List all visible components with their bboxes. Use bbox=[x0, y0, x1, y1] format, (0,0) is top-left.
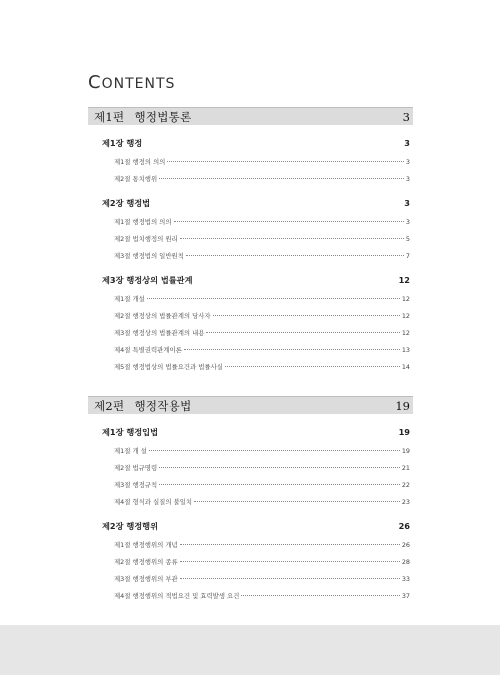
chapter-page: 12 bbox=[398, 275, 410, 285]
leader-dots bbox=[180, 544, 400, 545]
section-title: 제4절 특별권력관계이론 bbox=[114, 346, 182, 354]
section-page: 12 bbox=[401, 312, 410, 320]
part-1-title: 행정법통론 bbox=[134, 109, 192, 124]
section-title: 제2절 법치행정의 원리 bbox=[114, 235, 178, 243]
leader-dots bbox=[241, 595, 400, 596]
section-2-2-4[interactable] bbox=[114, 591, 413, 600]
section-1-2-2[interactable] bbox=[114, 234, 413, 243]
chapter-title: 제2장 행정법 bbox=[102, 198, 151, 208]
section-page: 14 bbox=[401, 363, 410, 371]
contents-heading-rest: ONTENTS bbox=[101, 76, 176, 92]
section-page: 26 bbox=[401, 541, 410, 549]
section-page: 3 bbox=[405, 175, 410, 183]
part-1-bar[interactable] bbox=[88, 107, 413, 125]
section-2-1-4[interactable] bbox=[114, 497, 413, 506]
leader-dots bbox=[213, 315, 400, 316]
section-page: 21 bbox=[401, 464, 410, 472]
section-1-1-1[interactable] bbox=[114, 157, 413, 166]
section-1-3-3[interactable] bbox=[114, 328, 413, 337]
section-title: 제2절 행정행위의 종류 bbox=[114, 558, 178, 566]
leader-dots bbox=[180, 561, 400, 562]
section-2-2-2[interactable] bbox=[114, 557, 413, 566]
section-title: 제3절 행정법의 일반원칙 bbox=[114, 252, 184, 260]
section-title: 제1절 개 설 bbox=[114, 447, 147, 455]
part-2-title: 행정작용법 bbox=[134, 398, 192, 413]
section-1-1-2[interactable] bbox=[114, 174, 413, 183]
chapter-page: 3 bbox=[404, 198, 410, 208]
section-title: 제2절 통치행위 bbox=[114, 175, 158, 183]
leader-dots bbox=[159, 178, 404, 179]
leader-dots bbox=[147, 298, 400, 299]
chapter-1-2[interactable] bbox=[102, 198, 413, 209]
section-title: 제3절 행정행위의 부관 bbox=[114, 575, 178, 583]
section-1-2-1[interactable] bbox=[114, 217, 413, 226]
section-title: 제3절 행정규칙 bbox=[114, 481, 158, 489]
leader-dots bbox=[180, 238, 404, 239]
section-title: 제1절 개설 bbox=[114, 295, 145, 303]
section-2-1-3[interactable] bbox=[114, 480, 413, 489]
section-page: 12 bbox=[401, 329, 410, 337]
section-1-3-5[interactable] bbox=[114, 362, 413, 371]
section-2-2-1[interactable] bbox=[114, 540, 413, 549]
leader-dots bbox=[180, 578, 400, 579]
section-page: 22 bbox=[401, 481, 410, 489]
chapter-title: 제1장 행정 bbox=[102, 138, 143, 148]
section-page: 7 bbox=[405, 252, 410, 260]
part-2 bbox=[88, 396, 413, 600]
contents-heading-initial: C bbox=[88, 72, 102, 93]
leader-dots bbox=[167, 161, 404, 162]
part-2-bar[interactable] bbox=[88, 396, 413, 414]
section-1-3-1[interactable] bbox=[114, 294, 413, 303]
section-1-3-2[interactable] bbox=[114, 311, 413, 320]
section-2-1-2[interactable] bbox=[114, 463, 413, 472]
chapter-page: 3 bbox=[404, 138, 410, 148]
section-page: 19 bbox=[401, 447, 410, 455]
leader-dots bbox=[194, 501, 400, 502]
section-page: 13 bbox=[401, 346, 410, 354]
section-page: 5 bbox=[405, 235, 410, 243]
part-1-label: 제1편 bbox=[94, 109, 125, 124]
leader-dots bbox=[225, 366, 400, 367]
part-1 bbox=[88, 107, 413, 371]
section-page: 28 bbox=[401, 558, 410, 566]
section-title: 제1절 행정의 의의 bbox=[114, 158, 166, 166]
section-1-2-3[interactable] bbox=[114, 251, 413, 260]
leader-dots bbox=[159, 467, 400, 468]
section-2-1-1[interactable] bbox=[114, 446, 413, 455]
section-page: 33 bbox=[401, 575, 410, 583]
chapter-1-3[interactable] bbox=[102, 275, 413, 286]
section-title: 제5절 행정법상의 법률요건과 법률사실 bbox=[114, 363, 223, 371]
chapter-title: 제3장 행정상의 법률관계 bbox=[102, 275, 193, 285]
chapter-2-2[interactable] bbox=[102, 521, 413, 532]
chapter-title: 제2장 행정행위 bbox=[102, 521, 159, 531]
part-2-label: 제2편 bbox=[94, 398, 125, 413]
section-1-3-4[interactable] bbox=[114, 345, 413, 354]
chapter-title: 제1장 행정입법 bbox=[102, 427, 159, 437]
leader-dots bbox=[206, 332, 399, 333]
section-title: 제2절 법규명령 bbox=[114, 464, 158, 472]
section-title: 제1절 행정행위의 개념 bbox=[114, 541, 178, 549]
section-title: 제1절 행정법의 의의 bbox=[114, 218, 172, 226]
part-1-page: 3 bbox=[402, 109, 410, 124]
section-page: 12 bbox=[401, 295, 410, 303]
section-title: 제4절 형식과 실질의 불일치 bbox=[114, 498, 193, 506]
leader-dots bbox=[186, 255, 404, 256]
chapter-page: 26 bbox=[398, 521, 410, 531]
chapter-1-1[interactable] bbox=[102, 138, 413, 149]
section-page: 37 bbox=[401, 592, 410, 600]
section-title: 제3절 행정상의 법률관계의 내용 bbox=[114, 329, 205, 337]
section-page: 3 bbox=[405, 218, 410, 226]
section-title: 제4절 행정행위의 적법요건 및 효력발생 요건 bbox=[114, 592, 240, 600]
chapter-2-1[interactable] bbox=[102, 427, 413, 438]
section-page: 3 bbox=[405, 158, 410, 166]
leader-dots bbox=[149, 450, 400, 451]
section-2-2-3[interactable] bbox=[114, 574, 413, 583]
leader-dots bbox=[174, 221, 404, 222]
contents-heading bbox=[88, 72, 175, 93]
section-page: 23 bbox=[401, 498, 410, 506]
chapter-page: 19 bbox=[398, 427, 410, 437]
leader-dots bbox=[159, 484, 400, 485]
section-title: 제2절 행정상의 법률관계의 당사자 bbox=[114, 312, 211, 320]
leader-dots bbox=[184, 349, 400, 350]
part-2-page: 19 bbox=[395, 398, 410, 413]
